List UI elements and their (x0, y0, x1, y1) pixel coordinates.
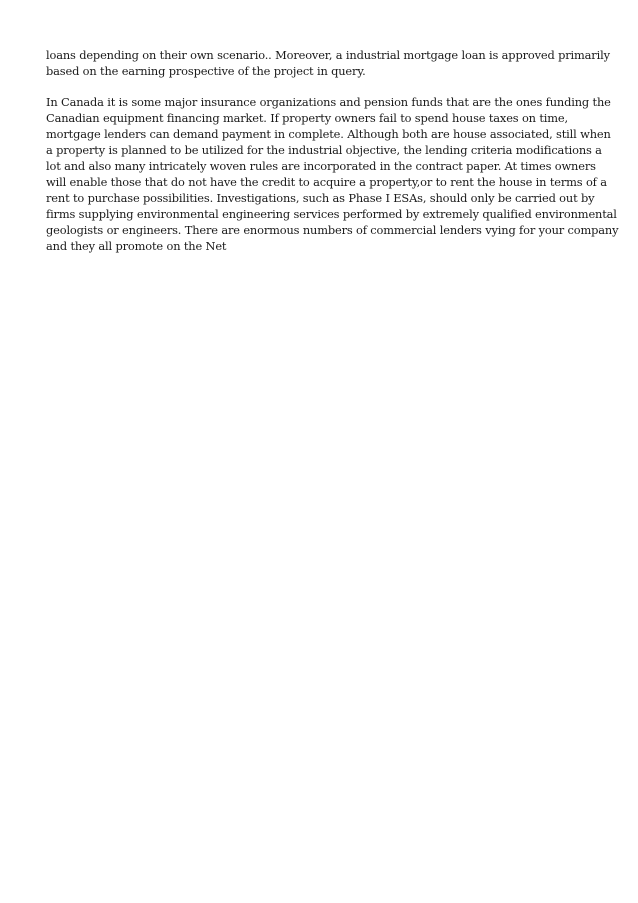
text-line: based on the earning prospective of the project in query. (46, 64, 366, 78)
text-line: will enable those that do not have the credit to acquire a property,or to rent the house in terms of a (46, 175, 607, 189)
text-line: geologists or engineers. There are enormous numbers of commercial lenders vying for your company (46, 223, 619, 237)
document-body (46, 47, 619, 254)
text-line: loans depending on their own scenario.. Moreover, a industrial mortgage loan is approved primarily (46, 48, 610, 62)
paragraph (46, 47, 610, 79)
text-line: and they all promote on the Net (46, 239, 227, 253)
text-line: rent to purchase possibilities. Investigations, such as Phase I ESAs, should only be carried out by (46, 191, 595, 205)
text-line: In Canada it is some major insurance organizations and pension funds that are the ones funding the (46, 95, 611, 109)
text-line: firms supplying environmental engineering services performed by extremely qualified environmental (46, 207, 617, 221)
text-line: a property is planned to be utilized for the industrial objective, the lending criteria modifications a (46, 143, 602, 157)
text-line: mortgage lenders can demand payment in complete. Although both are house associated, still when (46, 127, 611, 141)
paragraph-spacer (46, 79, 594, 94)
text-line: lot and also many intricately woven rules are incorporated in the contract paper. At times owners (46, 159, 596, 173)
paragraph (46, 94, 619, 254)
text-line: Canadian equipment financing market. If property owners fail to spend house taxes on time, (46, 111, 568, 125)
